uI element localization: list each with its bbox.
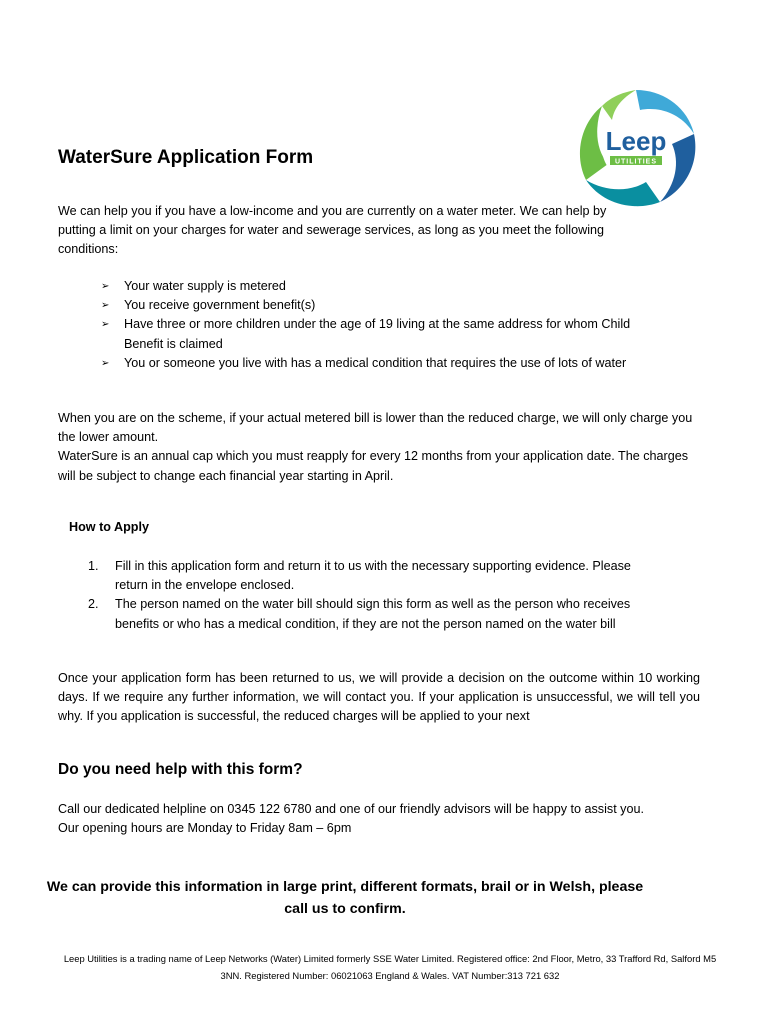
how-to-apply-heading: How to Apply bbox=[69, 520, 149, 534]
help-heading: Do you need help with this form? bbox=[58, 761, 303, 778]
arrow-bullet-icon: ➢ bbox=[101, 300, 110, 312]
page-title: WaterSure Application Form bbox=[58, 147, 314, 168]
intro-paragraph: We can help you if you have a low-income and you are currently on a water meter. We can help by putting a limit on your charges for water and sewerage services, as long as you meet the following conditions: bbox=[58, 204, 607, 257]
arrow-bullet-icon: ➢ bbox=[101, 319, 110, 331]
list-item-text: You or someone you live with has a medical condition that requires the use of lots of water bbox=[124, 355, 627, 370]
arrow-bullet-icon: ➢ bbox=[101, 281, 110, 292]
list-item bbox=[101, 315, 641, 353]
alternative-formats-notice: We can provide this information in large print, different formats, brail or in Welsh, please call us to confirm. bbox=[46, 879, 644, 917]
list-item-text: Have three or more children under the age of 19 living at the same address for whom Child Benefit is claimed bbox=[124, 317, 631, 351]
step-number: 1. bbox=[88, 559, 99, 573]
step-text: The person named on the water bill should sign this form as well as the person who receives benefits or who has a medical condition, if they are not the person named on the water bill bbox=[115, 597, 631, 631]
logo-subtitle: UTILITIES bbox=[614, 158, 658, 166]
list-item-text: You receive government benefit(s) bbox=[124, 298, 316, 313]
list-item bbox=[101, 296, 641, 315]
footer-legal-text: Leep Utilities is a trading name of Leep Networks (Water) Limited formerly SSE Water Limited. Registered office: 2nd Floor, Metro, 33 Trafford Rd, Salford M5 3NN. Registered Number: 06021063 England & Wales. VAT Number:313 721 632 bbox=[63, 953, 717, 981]
step-number: 2. bbox=[88, 597, 99, 612]
list-item-text: Your water supply is metered bbox=[124, 279, 286, 293]
list-item bbox=[101, 277, 641, 296]
helpline-paragraph: Call our dedicated helpline on 0345 122 6780 and one of our friendly advisors will be happy to assist you. Our opening hours are Monday to Friday 8am – 6pm bbox=[58, 802, 644, 836]
step-text: Fill in this application form and return it to us with the necessary supporting evidence. Please return in the envelope enclosed. bbox=[115, 559, 631, 593]
how-to-apply-steps bbox=[88, 557, 638, 634]
scheme-text-annual-cap: WaterSure is an annual cap which you must reapply for every 12 months from your application date. The charges will be subject to change each financial year starting in April. bbox=[58, 449, 689, 483]
scheme-text-lower-charge: When you are on the scheme, if your actual metered bill is lower than the reduced charge, we will only charge you the lower amount. bbox=[58, 411, 693, 445]
logo-wordmark: Leep bbox=[605, 126, 667, 156]
leep-utilities-logo bbox=[572, 84, 700, 212]
outcome-paragraph: Once your application form has been returned to us, we will provide a decision on the outcome within 10 working days. If we require any further information, we will contact you. If your application is unsuccessful, we will tell you why. If you application is successful, the reduced charges will be applied to your next bbox=[58, 671, 700, 724]
list-item bbox=[101, 354, 641, 373]
conditions-list bbox=[101, 277, 641, 373]
scheme-paragraph bbox=[58, 409, 708, 486]
list-item bbox=[88, 557, 638, 595]
list-item bbox=[88, 595, 638, 633]
arrow-bullet-icon: ➢ bbox=[101, 357, 110, 369]
